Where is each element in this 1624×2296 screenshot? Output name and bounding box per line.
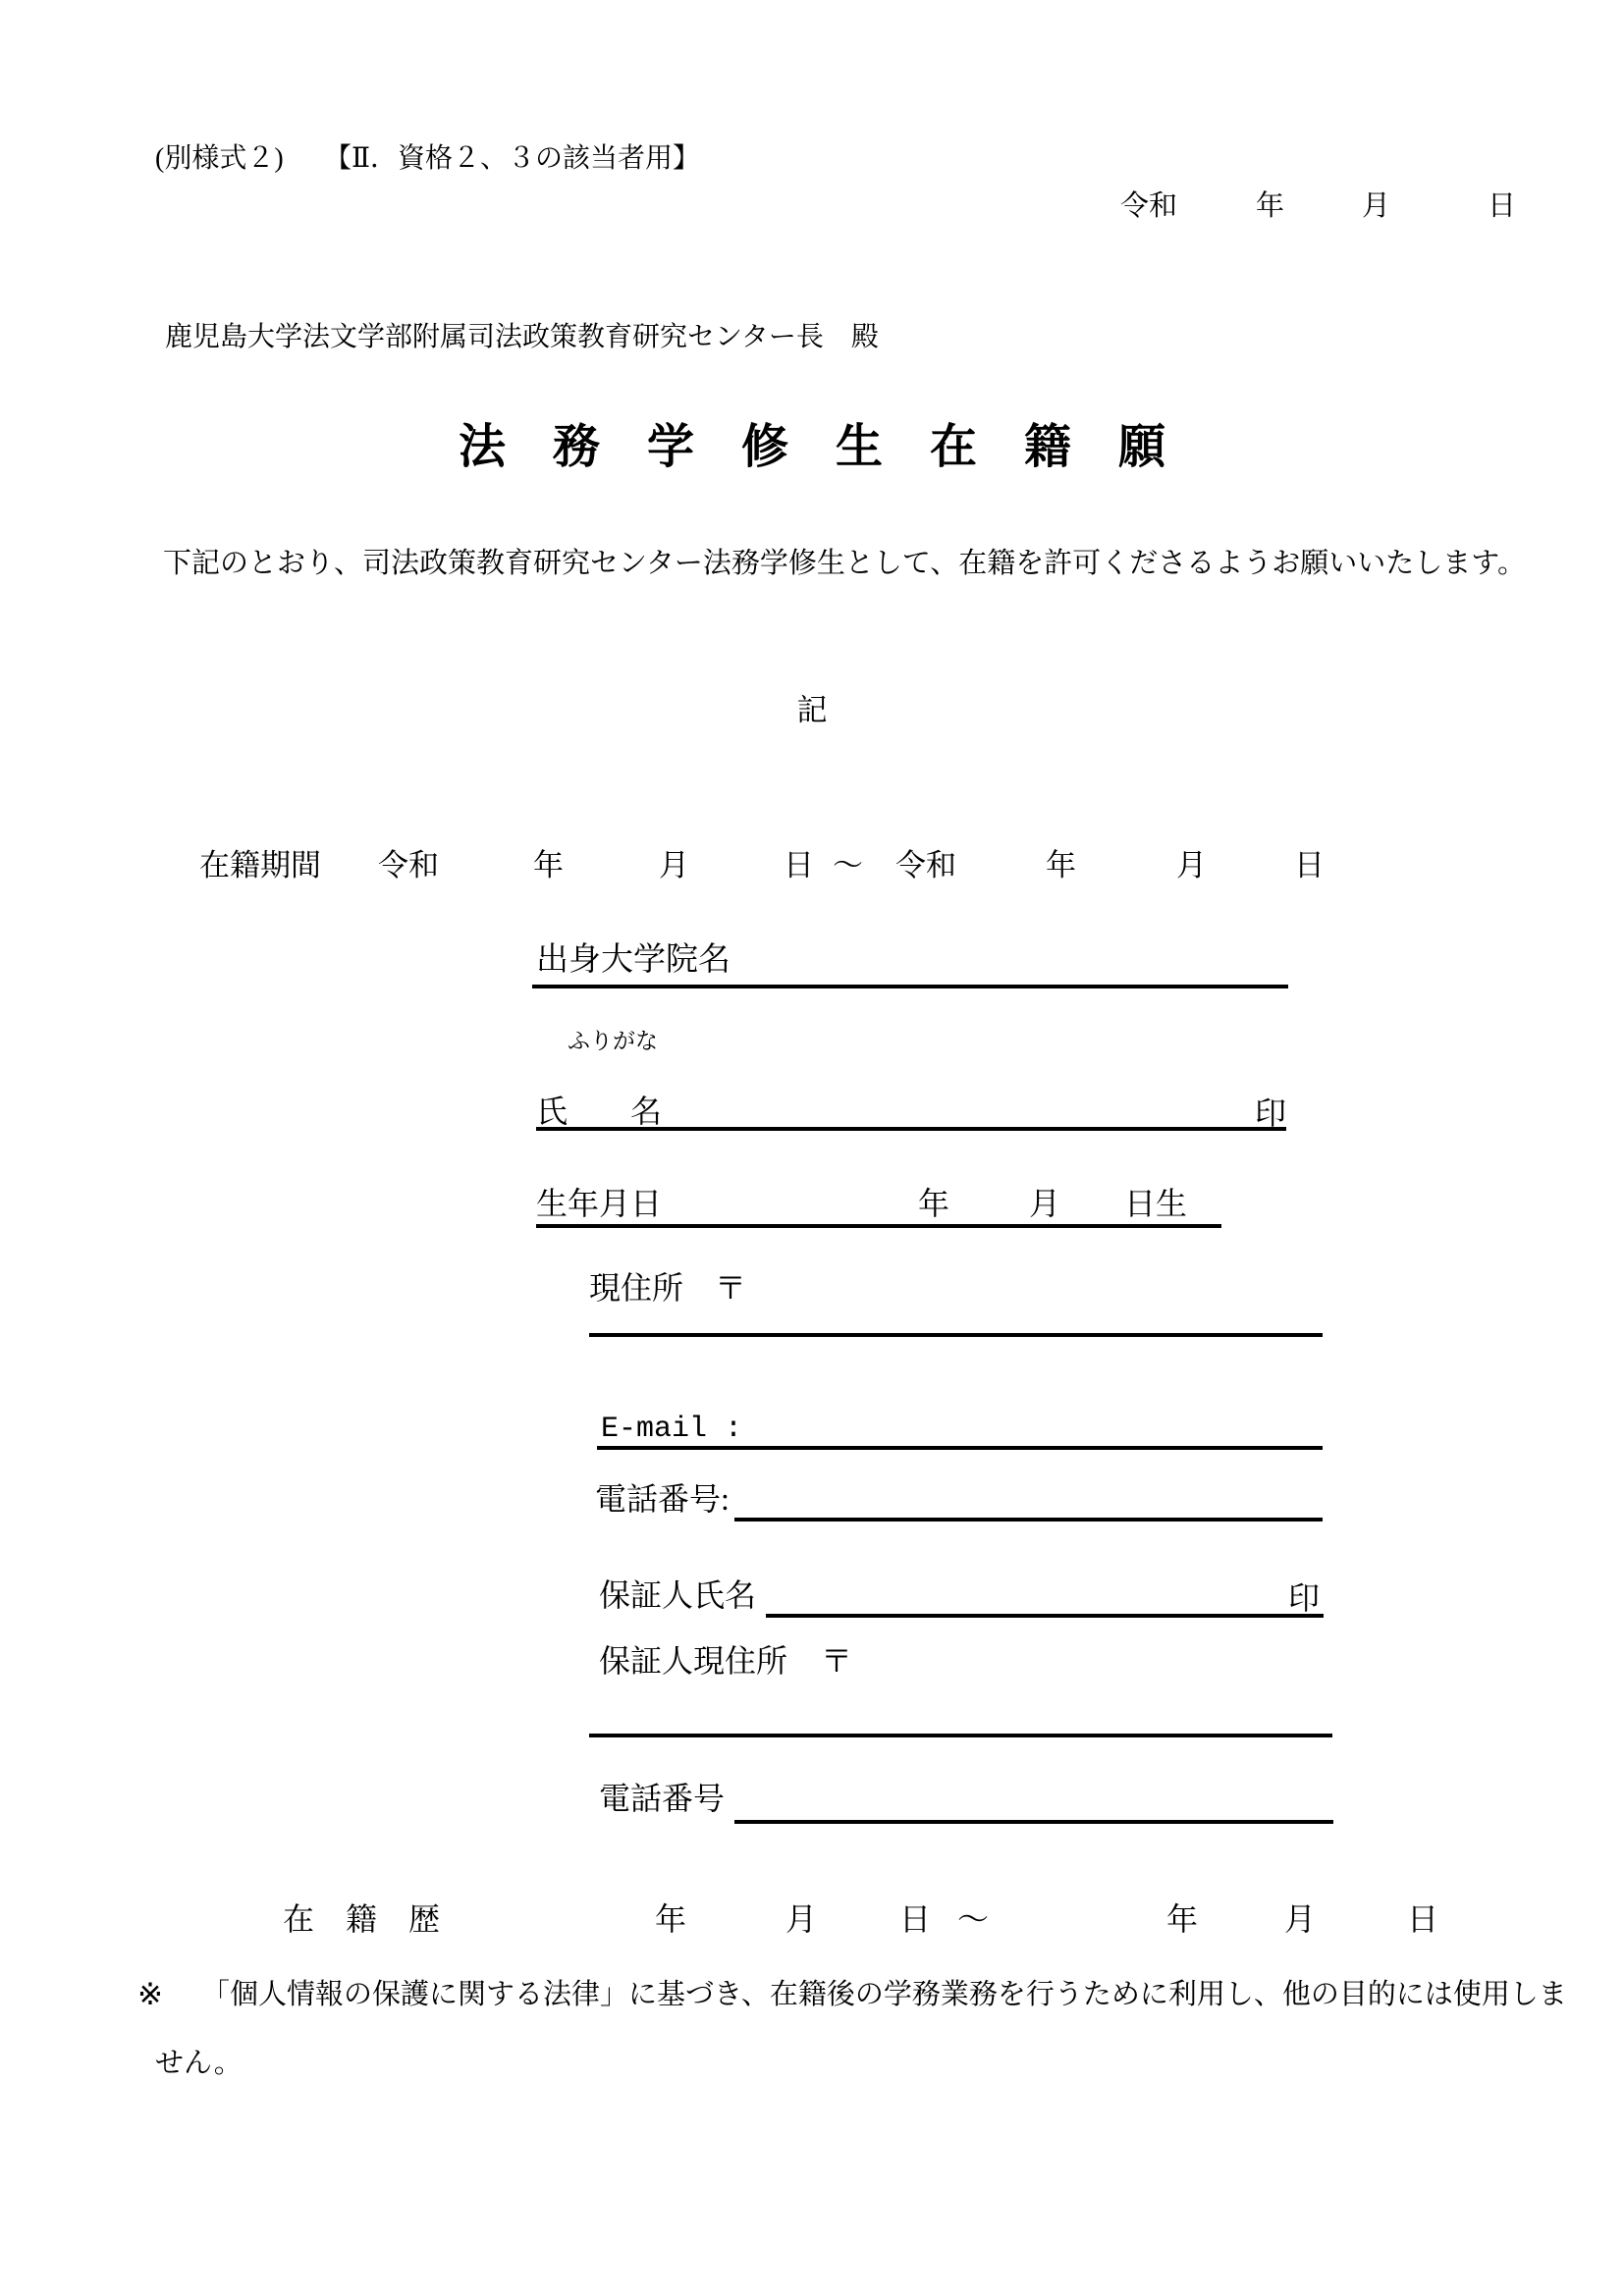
period-end-day: 日 <box>1294 848 1325 882</box>
guarantor-name-fill-line <box>766 1614 1324 1618</box>
period-start-day: 日 <box>784 848 814 882</box>
birthdate-label: 生年月日 <box>536 1186 663 1221</box>
period-start-month: 月 <box>659 848 689 882</box>
guarantor-name-label: 保証人氏名 <box>599 1577 757 1613</box>
history-start-month: 月 <box>785 1901 818 1937</box>
footnote-line2: せん。 <box>155 2048 243 2079</box>
history-end-year: 年 <box>1166 1901 1199 1937</box>
date-day-label: 日 <box>1488 190 1517 222</box>
phone-fill-line <box>734 1518 1323 1522</box>
guarantor-phone-label: 電話番号 <box>599 1781 726 1816</box>
date-year-label: 年 <box>1256 190 1285 222</box>
birth-month-label: 月 <box>1029 1186 1061 1221</box>
name-label: 氏 名 <box>536 1094 663 1129</box>
birthdate-fill-line <box>536 1224 1221 1228</box>
history-label: 在 籍 歴 <box>283 1901 441 1937</box>
name-fill-line <box>536 1127 1286 1131</box>
email-label: E-mail : <box>601 1413 743 1446</box>
section-marker: 記 <box>796 693 828 727</box>
addressee-line: 鹿児島大学法文学部附属司法政策教育研究センター長 殿 <box>165 322 879 352</box>
page-title: 法 務 学 修 生 在 籍 願 <box>458 421 1165 473</box>
period-label: 在籍期間 <box>199 848 321 882</box>
birth-year-label: 年 <box>918 1186 950 1221</box>
university-label: 出身大学院名 <box>536 942 731 978</box>
phone-label: 電話番号: <box>595 1481 730 1517</box>
form-style-note: (別様式２) <box>155 143 284 174</box>
date-era-label: 令和 <box>1120 190 1178 222</box>
guarantor-postal-mark: 〒 <box>821 1643 853 1679</box>
eligibility-note: 【Ⅱ．資格２、３の該当者用】 <box>324 143 701 174</box>
date-month-label: 月 <box>1362 190 1391 222</box>
history-end-day: 日 <box>1407 1901 1439 1937</box>
history-start-year: 年 <box>655 1901 687 1937</box>
period-start-year: 年 <box>533 848 564 882</box>
postal-mark: 〒 <box>715 1270 747 1306</box>
guarantor-address-fill-line <box>589 1734 1332 1737</box>
period-end-month: 月 <box>1176 848 1207 882</box>
guarantor-seal-mark: 印 <box>1288 1580 1321 1616</box>
address-fill-line <box>589 1333 1323 1337</box>
guarantor-phone-fill-line <box>734 1820 1333 1824</box>
history-end-month: 月 <box>1284 1901 1317 1937</box>
address-label: 現住所 <box>589 1270 684 1306</box>
period-end-era: 令和 <box>895 848 956 882</box>
email-fill-line <box>597 1446 1323 1450</box>
birth-day-label: 日生 <box>1124 1186 1188 1221</box>
history-start-day: 日 <box>899 1901 932 1937</box>
applicant-seal-mark: 印 <box>1255 1095 1287 1131</box>
period-start-era: 令和 <box>378 848 439 882</box>
intro-sentence: 下記のとおり、司法政策教育研究センター法務学修生として、在籍を許可くださるようお願いいたします。 <box>163 548 1526 579</box>
furigana-label: ふりがな <box>568 1029 658 1053</box>
footnote-marker: ※ <box>137 1977 163 2011</box>
period-end-year: 年 <box>1046 848 1076 882</box>
university-fill-line <box>532 985 1288 988</box>
footnote-line1: 「個人情報の保護に関する法律」に基づき、在籍後の学務業務を行うために利用し、他の目的には使用しま <box>201 1979 1567 2010</box>
period-tilde: ～ <box>833 848 863 882</box>
history-tilde: ～ <box>957 1901 990 1937</box>
guarantor-address-label: 保証人現住所 <box>599 1643 788 1679</box>
